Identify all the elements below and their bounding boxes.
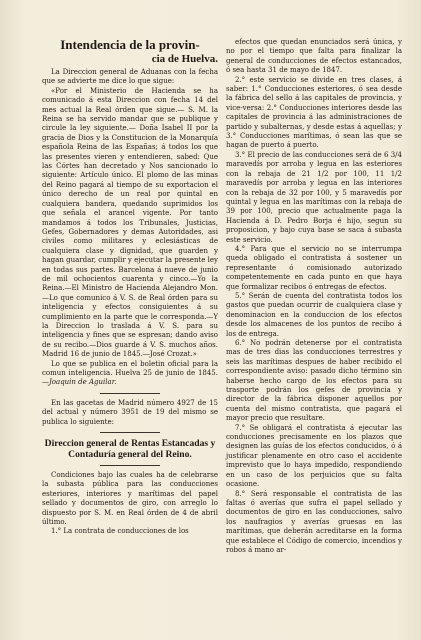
clause-5: 5.° Serán de cuenta del contratista todos los gastos que puedan ocurrir de cualquiera clase y denominacion en la conduccion de los efectos desde los almacenes de los puntos de recibo á los de entrega. <box>226 291 402 338</box>
section-divider-2 <box>100 432 160 433</box>
gaceta-note: En las gacetas de Madrid número 4927 de 15 del actual y número 3951 de 19 del mismo se publica lo siguiente: <box>42 398 218 426</box>
intro-paragraph: La Direccion general de Aduanas con la fecha que se advierte me dice lo que sigue: <box>42 68 218 86</box>
section-divider <box>100 393 160 394</box>
clause-8: 8.° Será responsable el contratista de las faltas ó averías que sufra el papel sellado y documentos de giro en las conducciones, salvo los naufragios y averías gruesas en las marítimas, que deberán acreditarse en la forma que establece el Código de comercio, incendios y robos á mano ar- <box>226 489 402 554</box>
right-column <box>226 38 402 555</box>
signature: Joaquin de Aguilar. <box>49 378 117 387</box>
heading-line-2: cia de Huelva. <box>151 53 218 65</box>
conditions-intro: Condiciones bajo las cuales ha de celebrarse la subasta pública para las conducciones esteriores, interiores y marítimas del papel sellado y documentos de giro, con arreglo lo dispuesto por S. M. en Real órden de 4 de abril último. <box>42 471 218 527</box>
clause-1-continued: efectos que quedan enunciados será única, y no por el tiempo que falta para finalizar la general de conducciones de efectos estancados, ó sea hasta 31 de mayo de 1847. <box>226 38 402 75</box>
heading-line-1: Intendencia de la provin- <box>60 37 200 52</box>
two-column-layout <box>42 38 405 555</box>
clause-6: 6.° No podrán detenerse por el contratista mas de tres dias las conducciones terrestres y seis las marítimas despues de haber recibido el correspondiente aviso: pasado dicho término sin haberse hecho cargo de los efectos para su trasporte podrán los gefes de provincia y director de la fábrica disponer aquellos por cuenta del mismo contratista, que pagará el mayor precio que resultare. <box>226 339 402 423</box>
intendencia-heading <box>42 38 218 66</box>
left-column <box>42 38 218 555</box>
section-divider-3 <box>100 465 160 466</box>
closing-text: Lo que se publica en el boletin oficial para la comun inteligencia. Huelva 25 de junio de 1845.— <box>42 359 218 387</box>
royal-order-letter: «Por el Ministerio de Hacienda se ha comunicado á esta Direccion con fecha 14 del mes actual la Real órden que sigue.— S. M. la Reina se ha servido mandar que se publique y circule la ley siguiente.— Doña Isabel II por la gracia de Dios y la Constitucion de la Monarquía española Reina de las Españas; á todos los que las presentes vieren y entendieren, sabed: Que las Córtes han decretado y Nos sancionado lo siguiente: Artículo único. El plomo de las minas del Reino pagará al tiempo de su exportacion el único derecho de un real por quintal en cualquiera bandera, quedando suprimidos los que señala el arancel vigente. Por tanto mandamos á todos los Tribunales, Justicias, Gefes, Gobernadores y demas Autoridades, asi civiles como militares y eclesiásticas de cualquiera clase y dignidad, que guarden y hagan guardar, cumplir y ejecutar la presente ley en todas sus partes. Barcelona á nueve de junio de mil ochocientos cuarenta y cinco.—Yo la Reina.—El Ministro de Hacienda Alejandro Mon.—Lo que comunico á V. S. de Real órden para su inteligencia y efectos consiguientes á su cumplimiento en la parte que le corresponda.—Y la Direccion lo traslada á V. S. para su inteligencia y fines que se espresan; dando aviso de su recibo.—Dios guarde á V. S. muchos años. Madrid 16 de junio de 1845.—José Crozat.» <box>42 86 218 359</box>
clause-7: 7.° Se obligará el contratista á ejecutar las conducciones precisamente en los plazos que designen las guías de los efectos conducidos, ó á justificar plenamente en otro caso el accidente imprevisto que lo haya impedido, respondiendo en un caso de los perjuicios que su falta ocasione. <box>226 423 402 489</box>
clause-1-start: 1.° La contrata de conducciones de los <box>51 527 189 536</box>
clause-2: 2.° este servicio se divide en tres clases, á saber: 1.° Conducciones esteriores, ó sea desde la fábrica del sello á las capitales de provincia, y vice-versa: 2.° Conducciones interiores desde las capitales de provincia á las administraciones de partido y subalternas, y desde estas á aquellas; y 3.° Conducciones marítimas, ó sean las que se hagan de puerto á puerto. <box>226 75 402 150</box>
clause-3: 3.° El precio de las conducciones será de 6 3/4 maravedís por arroba y legua en las esteriores con la rebaja de 21 1/2 por 100, 11 1/2 maravedís por arroba y legua en las interiores con la rebaja de 32 por 100, y 5 maravedís por quintal y legua en las marítimas con la rebaja de 39 por 100, precio que actualmente paga la Hacienda á D. Pedro Borja é hijo, segun su proposicion, y bajo cuya base se saca á subasta este servicio. <box>226 150 402 244</box>
direccion-heading: Direccion general de Rentas Estancadas y Contaduría general del Reino. <box>44 438 216 461</box>
clause-4: 4.° Para que el servicio no se interrumpa queda obligado el contratista á sostener un representante ó comisionado autorizado competentemente en cada punto en que haya que formalizar recibos ó entregas de efectos. <box>226 244 402 291</box>
closing-paragraph <box>42 360 218 388</box>
